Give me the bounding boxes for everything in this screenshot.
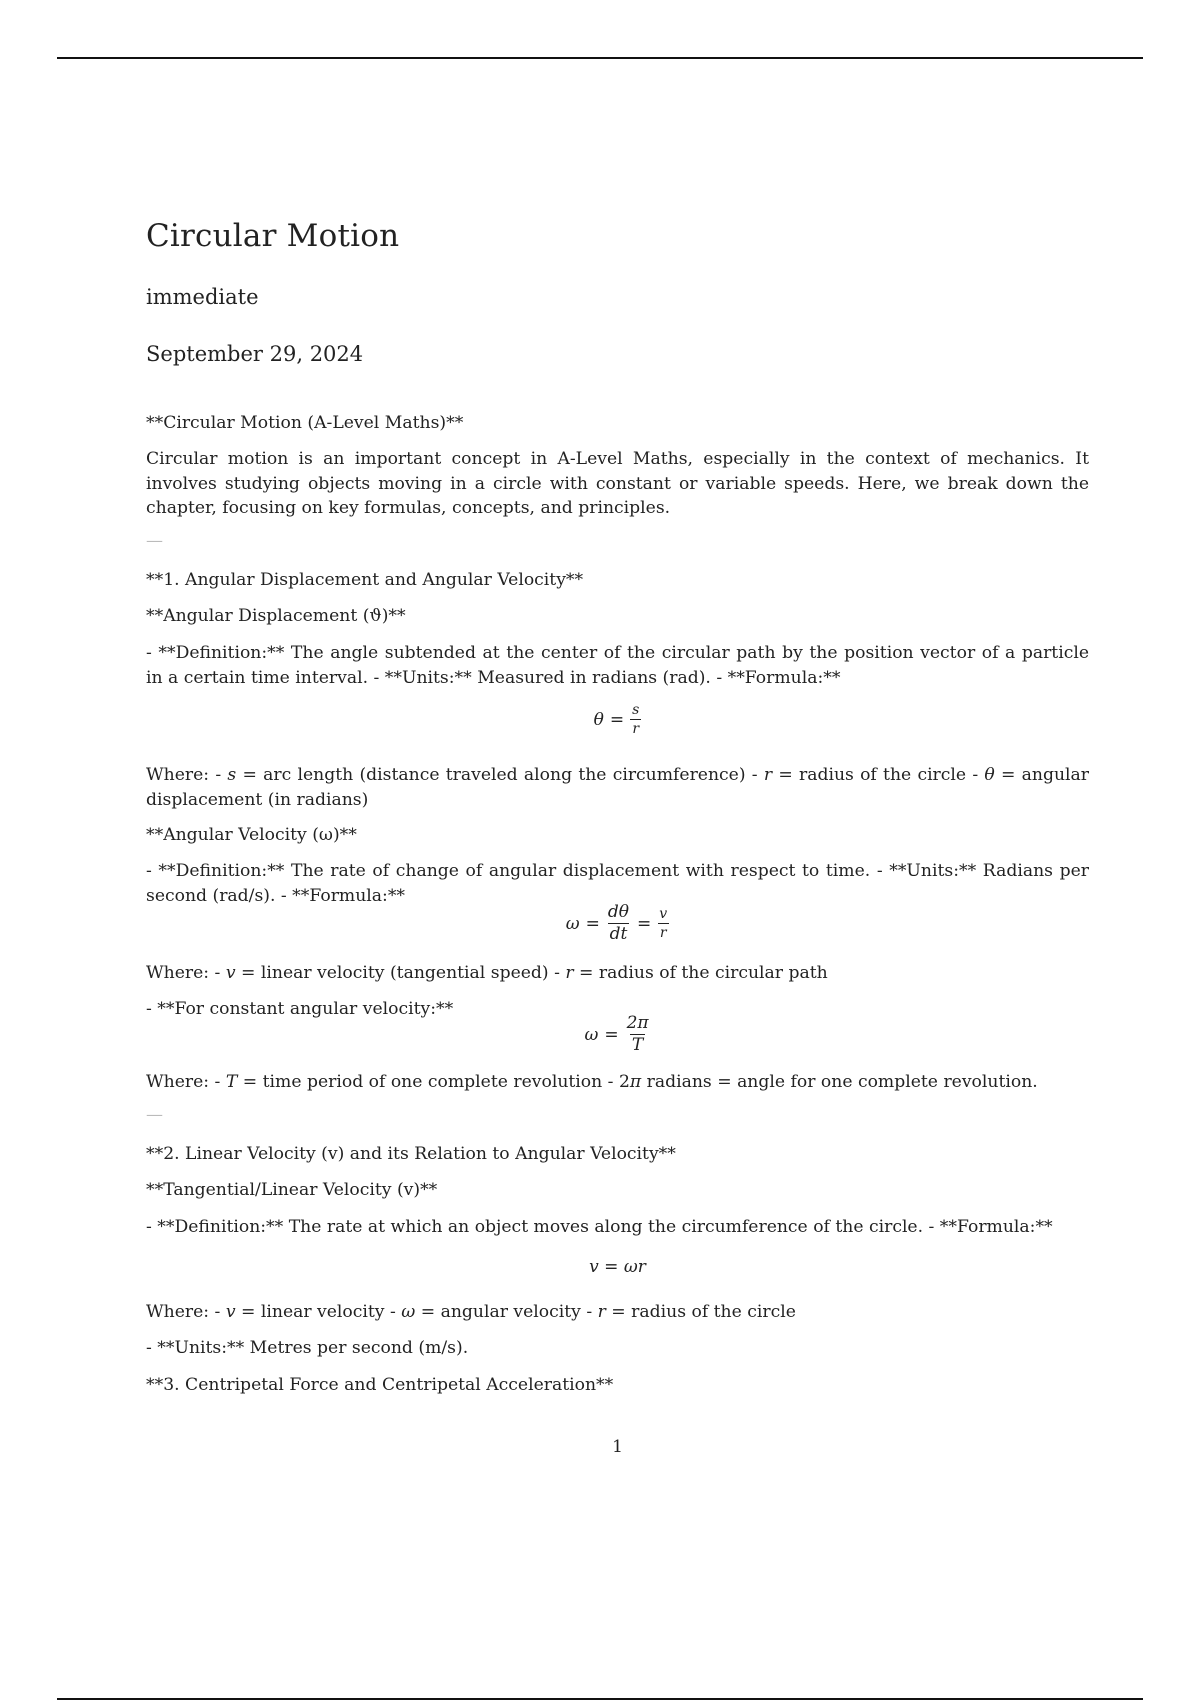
eq-theta-lhs: θ (593, 709, 604, 730)
eq-period-lhs: ω (584, 1024, 599, 1045)
document-date: September 29, 2024 (146, 342, 364, 366)
section-2-heading: **2. Linear Velocity (v) and its Relation to Angular Velocity** (146, 1144, 676, 1164)
eq-period-equals: = (604, 1024, 619, 1045)
eq-omega-lhs: ω (565, 913, 580, 934)
intro-paragraph: Circular motion is an important concept in A-Level Maths, especially in the context of mechanics. It involves studying objects moving in a circle with constant or variable speeds. Here, we break down the chapter, focusing on key formulas, concepts, and principles. (146, 449, 1089, 518)
separator-2: — (146, 1105, 163, 1125)
eq-omega-fraction-1 (606, 904, 631, 943)
linear-velocity-definition: - **Definition:** The rate at which an object moves along the circumference of the circle. - **Formula:** (146, 1217, 1053, 1237)
page-number: 1 (612, 1437, 623, 1457)
eq-omega-numerator-1: dθ (607, 902, 630, 922)
eq-theta-numerator: s (632, 702, 640, 718)
angular-velocity-definition: - **Definition:** The rate of change of angular displacement with respect to time. - **Units:** Radians per second (rad/s). - **Formula:** (146, 861, 1089, 906)
eq-period-fraction (625, 1015, 651, 1054)
linear-velocity-heading: **Tangential/Linear Velocity (v)** (146, 1180, 438, 1200)
eq-omega-equals-1: = (585, 913, 600, 934)
eq-omega-denominator-2: r (659, 925, 667, 941)
angular-displacement-where: Where: - s = arc length (distance traveled along the circumference) - r = radius of the circle - θ = angular displacement (in radians) (146, 765, 1089, 810)
angular-displacement-definition: - **Definition:** The angle subtended at the center of the circular path by the position vector of a particle in a certain time interval. - **Units:** Measured in radians (rad). - **Formula:** (146, 643, 1089, 688)
top-rule (57, 57, 1143, 59)
section-3-heading: **3. Centripetal Force and Centripetal Acceleration** (146, 1375, 614, 1395)
document-title: Circular Motion (146, 218, 400, 254)
eq-omega-equals-2: = (637, 913, 652, 934)
angular-displacement-heading: **Angular Displacement (ϑ)** (146, 606, 406, 626)
equation-omega (146, 904, 1089, 943)
angular-velocity-where: Where: - v = linear velocity (tangential speed) - r = radius of the circular path (146, 963, 828, 983)
angular-velocity-heading: **Angular Velocity (ω)** (146, 825, 357, 845)
eq-theta-denominator: r (632, 721, 640, 737)
eq-period-denominator: T (631, 1035, 644, 1055)
constant-angular-velocity-label: - **For constant angular velocity:** (146, 999, 454, 1019)
eq-period-numerator: 2π (626, 1013, 649, 1033)
eq-theta-equals: = (609, 709, 625, 730)
eq-theta-fraction (630, 703, 641, 736)
main-heading: **Circular Motion (A-Level Maths)** (146, 413, 464, 433)
linear-velocity-units: - **Units:** Metres per second (m/s). (146, 1338, 469, 1358)
period-where: Where: - T = time period of one complete revolution - 2π radians = angle for one complete revolution. (146, 1072, 1038, 1092)
equation-theta (146, 703, 1089, 736)
eq-omega-denominator-1: dt (609, 924, 628, 944)
document-author: immediate (146, 285, 259, 309)
linear-velocity-where: Where: - v = linear velocity - ω = angular velocity - r = radius of the circle (146, 1302, 796, 1322)
equation-v-omega-r (146, 1257, 1089, 1277)
eq-omega-numerator-2: v (659, 906, 668, 922)
separator-1: — (146, 531, 163, 551)
eq-v-omega-r-text: v = ωr (589, 1257, 646, 1277)
eq-omega-fraction-2 (657, 907, 669, 940)
equation-period (146, 1015, 1089, 1054)
section-1-heading: **1. Angular Displacement and Angular Velocity** (146, 570, 584, 590)
